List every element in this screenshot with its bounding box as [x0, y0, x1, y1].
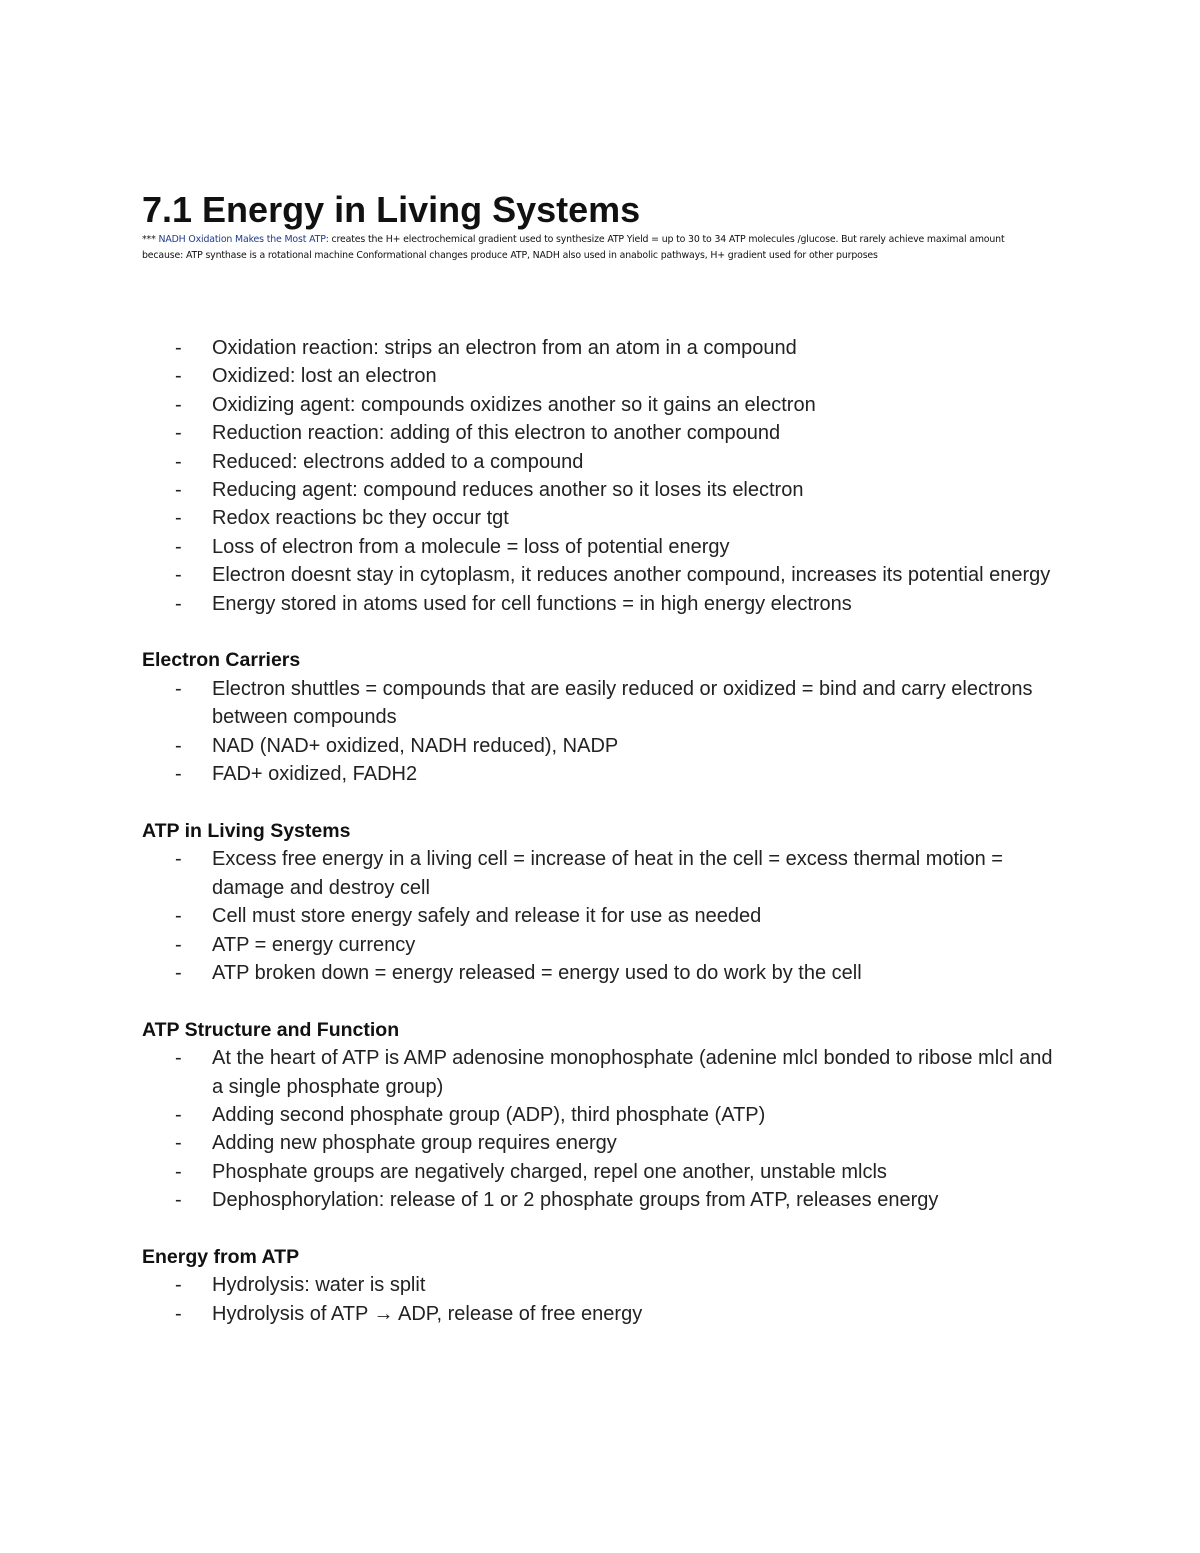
list-item: - NAD (NAD+ oxidized, NADH reduced), NADP	[142, 732, 1062, 760]
bullet-dash: -	[175, 479, 182, 502]
bullet-dash: -	[175, 1302, 182, 1325]
list-item: - At the heart of ATP is AMP adenosine monophosphate (adenine mlcl bonded to ribose mlcl and a single phosphate group)	[142, 1044, 1062, 1101]
bullet-dash: -	[175, 507, 182, 530]
bullet-dash: -	[175, 1047, 182, 1070]
section-list	[142, 845, 1062, 987]
bullet-dash: -	[175, 905, 182, 928]
list-item: - ATP = energy currency	[142, 931, 1062, 959]
bullet-dash: -	[175, 1132, 182, 1155]
list-item: - Dephosphorylation: release of 1 or 2 phosphate groups from ATP, releases energy	[142, 1186, 1062, 1214]
bullet-dash: -	[175, 763, 182, 786]
bullet-dash: -	[175, 1189, 182, 1212]
bullet-dash: -	[175, 564, 182, 587]
list-item: - Oxidizing agent: compounds oxidizes another so it gains an electron	[142, 391, 1062, 419]
note-text: creates the H+ electrochemical gradient used to synthesize ATP Yield = up to 30 to 34 ATP molecules /glucose. But rarely achieve maximal amount because: ATP synthase is a rotational machine Conformational changes produce ATP, NADH also used in anabolic pathways, H+ gradient used for other purposes	[142, 234, 1005, 261]
document-page	[142, 188, 1062, 1328]
bullet-dash: -	[175, 422, 182, 445]
bullet-dash: -	[175, 961, 182, 984]
list-item: - Loss of electron from a molecule = loss of potential energy	[142, 533, 1062, 561]
bullet-dash: -	[175, 677, 182, 700]
bullet-dash: -	[175, 535, 182, 558]
intro-list	[142, 334, 1062, 618]
bullet-dash: -	[175, 1160, 182, 1183]
list-item: - Hydrolysis of ATP → ADP, release of free energy	[142, 1300, 1062, 1328]
list-item: - Reduced: electrons added to a compound	[142, 448, 1062, 476]
spacer	[142, 264, 1062, 334]
list-item: - Excess free energy in a living cell = increase of heat in the cell = excess thermal motion = damage and destroy cell	[142, 845, 1062, 902]
list-item: - ATP broken down = energy released = energy used to do work by the cell	[142, 959, 1062, 987]
note-lead: NADH Oxidation Makes the Most ATP:	[158, 234, 329, 245]
section-heading: Energy from ATP	[142, 1245, 300, 1268]
list-item: - Redox reactions bc they occur tgt	[142, 504, 1062, 532]
bullet-dash: -	[175, 365, 182, 388]
list-item: - FAD+ oxidized, FADH2	[142, 760, 1062, 788]
bullet-dash: -	[175, 337, 182, 359]
list-item: - Energy stored in atoms used for cell functions = in high energy electrons	[142, 590, 1062, 618]
bullet-dash: -	[175, 1274, 182, 1297]
list-item: - Electron doesnt stay in cytoplasm, it reduces another compound, increases its potential energy	[142, 561, 1062, 589]
summary-note	[142, 232, 1042, 264]
bullet-dash: -	[175, 933, 182, 956]
list-item: - Phosphate groups are negatively charged, repel one another, unstable mlcls	[142, 1158, 1062, 1186]
list-item: - Cell must store energy safely and release it for use as needed	[142, 902, 1062, 930]
page-title: 7.1 Energy in Living Systems	[142, 189, 641, 230]
note-prefix: ***	[142, 234, 159, 245]
list-item: - Reduction reaction: adding of this electron to another compound	[142, 419, 1062, 447]
list-item: - Oxidation reaction: strips an electron from an atom in a compound	[142, 334, 1062, 362]
section-list	[142, 1044, 1062, 1214]
list-item: - Adding second phosphate group (ADP), third phosphate (ATP)	[142, 1101, 1062, 1129]
bullet-dash: -	[175, 734, 182, 757]
list-item: - Hydrolysis: water is split	[142, 1271, 1062, 1299]
section-heading: ATP Structure and Function	[142, 1018, 400, 1041]
list-item: - Oxidized: lost an electron	[142, 362, 1062, 390]
bullet-dash: -	[175, 393, 182, 416]
bullet-dash: -	[175, 450, 182, 473]
list-item: - Electron shuttles = compounds that are easily reduced or oxidized = bind and carry electrons between compounds	[142, 675, 1062, 732]
bullet-dash: -	[175, 1103, 182, 1126]
section-list	[142, 675, 1062, 789]
list-item: - Adding new phosphate group requires energy	[142, 1129, 1062, 1157]
section-list	[142, 1271, 1062, 1328]
bullet-dash: -	[175, 592, 182, 615]
list-item: - Reducing agent: compound reduces another so it loses its electron	[142, 476, 1062, 504]
section-heading: Electron Carriers	[142, 649, 301, 672]
section-heading: ATP in Living Systems	[142, 819, 351, 842]
bullet-dash: -	[175, 848, 182, 871]
